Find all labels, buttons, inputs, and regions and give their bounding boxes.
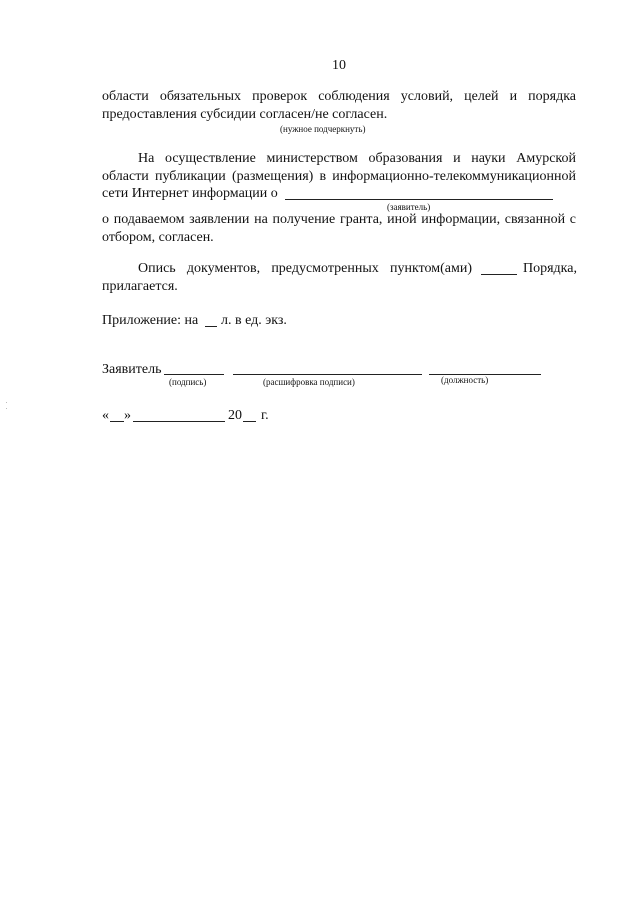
applicant-note: (заявитель) [387, 202, 431, 212]
date-open-quote: « [102, 408, 109, 423]
scan-speck [6, 408, 7, 409]
para3-line2: прилагается. [102, 279, 178, 294]
year-blank-line [243, 421, 256, 422]
applicant-label: Заявитель [102, 362, 162, 377]
para3-line1-a: Опись документов, предусмотренных пунктом(ами) [138, 261, 472, 276]
position-note: (должность) [441, 375, 489, 385]
underline-note: (нужное подчеркнуть) [280, 124, 366, 134]
para2-line3: сети Интернет информации о [102, 186, 278, 201]
para2-line2: области публикации (размещения) в информационно-телекоммуникационной [102, 169, 576, 184]
signature-line [164, 374, 224, 375]
clause-blank-line [481, 274, 517, 275]
page-number: 10 [332, 58, 346, 73]
para2-line1: На осуществление министерством образования и науки Амурской [138, 151, 576, 166]
attachment-prefix: Приложение: на [102, 313, 199, 328]
year-suffix: г. [261, 408, 269, 423]
year-prefix: 20 [228, 408, 242, 423]
sheets-blank-line [205, 326, 217, 327]
para2-line5: отбором, согласен. [102, 230, 214, 245]
para1-line2: предоставления субсидии согласен/не согласен. [102, 107, 388, 122]
attachment-suffix: л. в ед. экз. [221, 313, 287, 328]
para2-line4: о подаваемом заявлении на получение гранта, иной информации, связанной с [102, 212, 576, 227]
scan-speck [6, 402, 7, 403]
day-blank-line [110, 421, 124, 422]
signature-decode-note: (расшифровка подписи) [263, 377, 355, 387]
month-blank-line [133, 421, 225, 422]
applicant-blank-line [285, 199, 553, 200]
date-close-quote: » [124, 408, 131, 423]
signature-decode-line [233, 374, 422, 375]
para3-line1-b: Порядка, [523, 261, 577, 276]
para1-line1: области обязательных проверок соблюдения условий, целей и порядка [102, 89, 576, 104]
signature-note: (подпись) [169, 377, 207, 387]
